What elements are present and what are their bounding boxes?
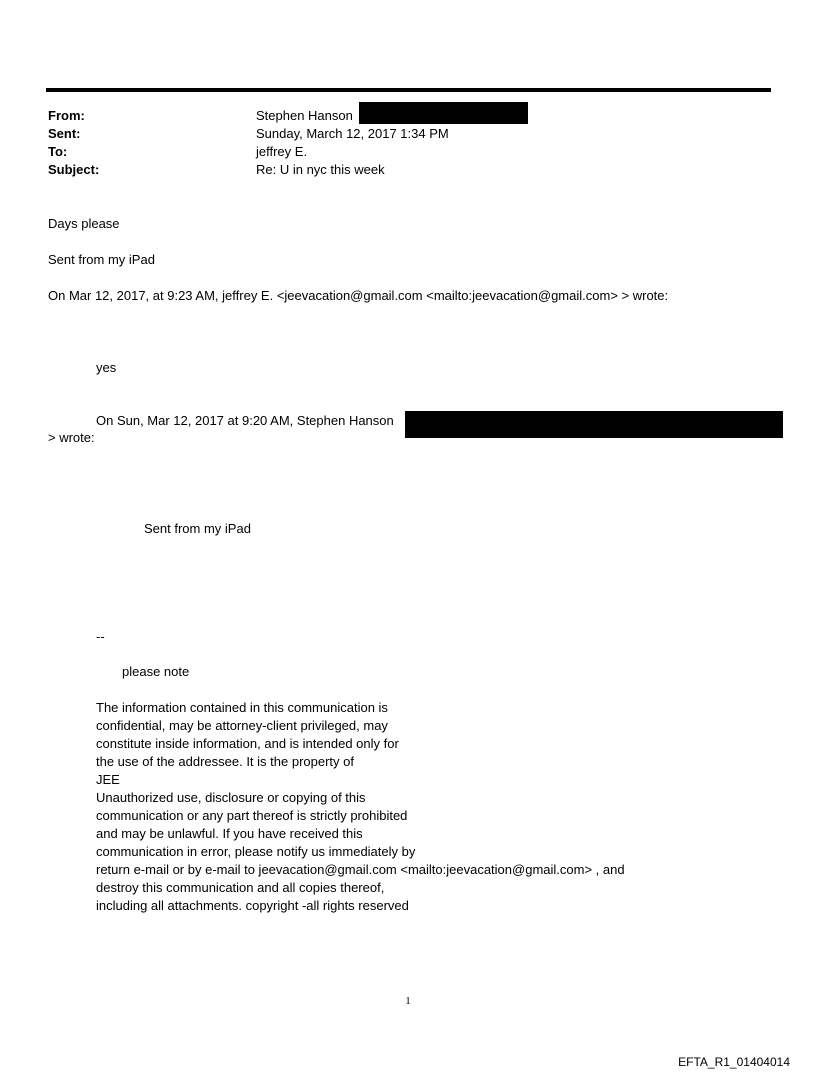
from-label: From: [48, 108, 85, 123]
sent-label: Sent: [48, 126, 81, 141]
disclaimer-line: including all attachments. copyright -all rights reserved [96, 898, 409, 913]
body-sent-from-ipad: Sent from my iPad [48, 252, 155, 267]
header-rule [46, 88, 771, 92]
quote-intro-jeffrey: On Mar 12, 2017, at 9:23 AM, jeffrey E. <jeevacation@gmail.com <mailto:jeevacation@gmail.com> > wrote: [48, 288, 669, 303]
disclaimer-line: confidential, may be attorney-client privileged, may [96, 718, 388, 733]
from-value: Stephen Hanson [256, 108, 353, 123]
reply-yes: yes [96, 360, 117, 375]
sent-value: Sunday, March 12, 2017 1:34 PM [256, 126, 449, 141]
disclaimer-line: constitute inside information, and is intended only for [96, 736, 399, 751]
signature-please-note: please note [122, 664, 190, 679]
disclaimer-line: The information contained in this communication is [96, 700, 388, 715]
disclaimer-line: communication or any part thereof is strictly prohibited [96, 808, 408, 823]
disclaimer-line: and may be unlawful. If you have received this [96, 826, 363, 841]
page-number: 1 [405, 995, 411, 1007]
disclaimer-line: the use of the addressee. It is the property of [96, 754, 354, 769]
subject-value: Re: U in nyc this week [256, 162, 385, 177]
redaction-quote [405, 411, 783, 438]
quote-intro-stephen: On Sun, Mar 12, 2017 at 9:20 AM, Stephen Hanson [96, 413, 394, 428]
subject-label: Subject: [48, 162, 100, 177]
signature-dashes: -- [96, 629, 105, 644]
disclaimer-line: return e-mail or by e-mail to jeevacation@gmail.com <mailto:jeevacation@gmail.com> , and [96, 862, 625, 877]
disclaimer-line: Unauthorized use, disclosure or copying of this [96, 790, 366, 805]
disclaimer [96, 699, 696, 915]
to-label: To: [48, 144, 68, 159]
disclaimer-line: JEE [96, 772, 120, 787]
to-value: jeffrey E. [256, 144, 308, 159]
quote-sent-from-ipad: Sent from my iPad [144, 521, 251, 536]
document-id: EFTA_R1_01404014 [678, 1055, 790, 1069]
redaction-from [359, 102, 528, 124]
body-days-please: Days please [48, 216, 120, 231]
disclaimer-line: communication in error, please notify us immediately by [96, 844, 416, 859]
disclaimer-line: destroy this communication and all copies thereof, [96, 880, 385, 895]
quote-wrote: > wrote: [48, 430, 95, 445]
